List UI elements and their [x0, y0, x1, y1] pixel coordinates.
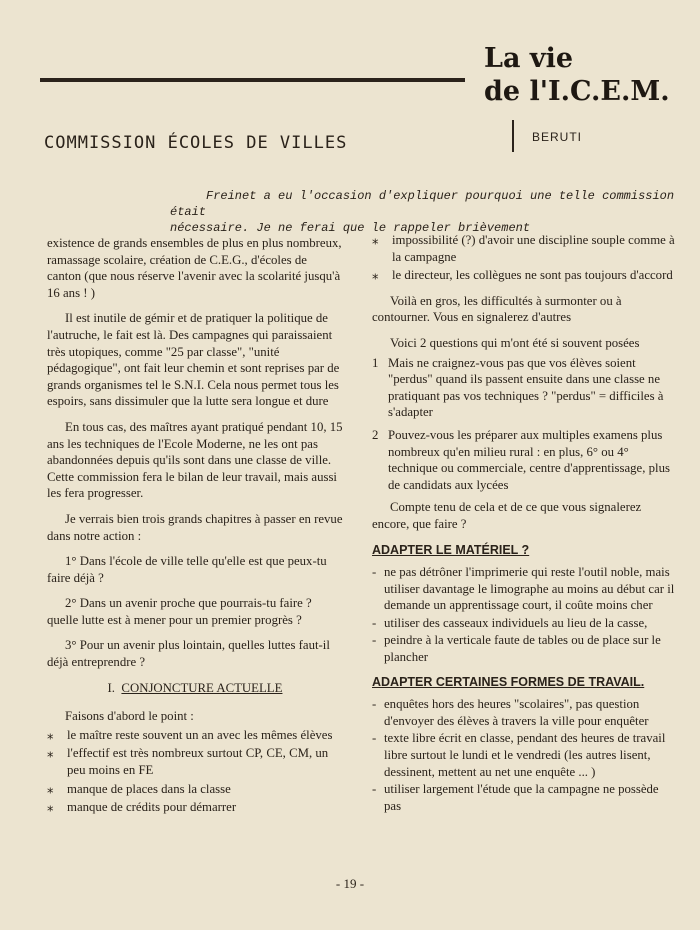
paragraph: Je verrais bien trois grands chapitres à passer en revue dans notre action : — [47, 511, 343, 543]
list-item-text: le directeur, les collègues ne sont pas toujours d'accord — [392, 268, 673, 283]
question-1: 1° Dans l'école de ville telle qu'elle est que peux-tu faire déjà ? — [47, 554, 327, 585]
list-item-text: manque de places dans la classe — [67, 781, 231, 796]
header-rule — [40, 78, 465, 82]
dash-icon: - — [372, 731, 377, 746]
list-item-text: utiliser largement l'étude que la campagne ne possède pas — [384, 782, 659, 813]
dash-icon: - — [372, 697, 377, 712]
asterisk-icon: ⁎ — [47, 781, 54, 796]
section-title-line2: de l'I.C.E.M. — [484, 76, 670, 107]
list-item — [372, 632, 678, 665]
subheading-materiel: ADAPTER LE MATÉRIEL ? — [372, 542, 530, 557]
list-item — [47, 727, 343, 744]
list-item — [372, 267, 678, 284]
list-item — [372, 696, 678, 729]
section-heading-text: CONJONCTURE ACTUELLE — [121, 680, 283, 695]
subheading-travail: ADAPTER CERTAINES FORMES DE TRAVAIL. — [372, 674, 645, 689]
question-text: Pouvez-vous les préparer aux multiples examens plus nombreux qu'en milieu rural : en plus, 6° ou 4° technique ou commerciale, centre d'apprentissage, plus de candidats aux lycées — [388, 427, 670, 492]
asterisk-icon: ⁎ — [47, 746, 54, 761]
intro-line: Freinet a eu l'occasion d'expliquer pourquoi une telle commission était — [170, 189, 675, 219]
asterisk-icon: ⁎ — [372, 233, 379, 247]
left-column — [47, 235, 343, 818]
title-divider — [512, 120, 514, 152]
paragraph: Il est inutile de gémir et de pratiquer la politique de l'autruche, le fait est là. Des campagnes qui paraissaient très utopiques, comme "25 par classe", "unité pédagogique", ont fait leur chemin et sont reprises par de grands organismes tel le S.N.I. Cela nous permet tous les espoirs, sans dissimuler que la lutte sera longue et dure — [47, 311, 340, 409]
question-item — [372, 427, 678, 493]
question-2: 2° Dans un avenir proche que pourrais-tu faire ? quelle lutte est à mener pour un premier progrès ? — [47, 596, 312, 627]
question-3: 3° Pour un avenir plus lointain, quelles luttes faut-il déjà entreprendre ? — [47, 638, 330, 670]
list-item-text: le maître reste souvent un an avec les mêmes élèves — [67, 727, 333, 742]
intro-paragraph — [170, 188, 675, 236]
right-column — [372, 232, 678, 815]
section-heading — [47, 680, 343, 697]
list-item-text: impossibilité (?) d'avoir une discipline souple comme à la campagne — [392, 233, 675, 264]
section-number: I. — [107, 680, 116, 695]
dash-icon: - — [372, 633, 377, 648]
section-title — [484, 42, 674, 108]
paragraph: Voici 2 questions qui m'ont été si souvent posées — [390, 335, 640, 350]
list-item-text: manque de crédits pour démarrer — [67, 800, 237, 815]
question-number: 2 — [372, 427, 379, 442]
list-item-text: utiliser des casseaux individuels au lieu de la casse, — [384, 615, 648, 630]
list-item-text: texte libre écrit en classe, pendant des heures de travail libre surtout le lundi et le vendredi (les autres lisent, dessinent, mettent au net une enquête ... ) — [384, 731, 666, 779]
list-item-text: l'effectif est très nombreux surtout CP, CE, CM, un peu moins en FE — [67, 746, 329, 778]
asterisk-icon: ⁎ — [372, 268, 379, 283]
paragraph: Faisons d'abord le point : — [65, 709, 194, 724]
dash-icon: - — [372, 565, 377, 580]
question-number: 1 — [372, 355, 379, 370]
intro-line: nécessaire. Je ne ferai que le rappeler brièvement — [170, 221, 531, 235]
asterisk-icon: ⁎ — [47, 727, 54, 742]
paragraph: Compte tenu de cela et de ce que vous signalerez encore, que faire ? — [372, 500, 642, 531]
list-item — [47, 745, 343, 778]
list-item — [47, 781, 343, 798]
page-number: - 19 - — [335, 876, 365, 891]
list-item — [47, 799, 343, 816]
list-item — [372, 564, 678, 614]
paragraph: Voilà en gros, les difficultés à surmonter ou à contourner. Vous en signalerez d'autres — [372, 293, 622, 325]
list-item-text: ne pas détrôner l'imprimerie qui reste l'outil noble, mais utiliser davantage le limographe au moins au début car il demande un apprentissage court, il coûte moins cher — [384, 565, 675, 613]
list-item-text: peindre à la verticale faute de tables ou de place sur le plancher — [384, 633, 661, 665]
list-item — [372, 730, 678, 780]
list-item — [372, 232, 678, 265]
paragraph: En tous cas, des maîtres ayant pratiqué pendant 10, 15 ans les techniques de l'Ecole Moderne, ne les ont pas abandonnées depuis qu'ils sont dans une classe de ville. Cette commission fera le bilan de leur travail, mais aussi les fera progresser. — [47, 419, 343, 501]
question-item — [372, 355, 678, 421]
author-name: BERUTI — [532, 130, 583, 144]
list-item-text: enquêtes hors des heures "scolaires", pas question d'envoyer des élèves à travers la ville pour enquêter — [384, 697, 649, 728]
question-text: Mais ne craignez-vous pas que vos élèves soient "perdus" quand ils passent ensuite dans une classe ne pratiquant pas vos techniques ? "perdus" = difficiles à s'adapter — [388, 355, 664, 420]
list-item — [372, 781, 678, 814]
list-item — [372, 615, 678, 632]
paragraph: existence de grands ensembles de plus en plus nombreux, ramassage scolaire, création de C.E.G., d'écoles de canton (que nous réserve l'avenir avec la scolarité jusqu'à 16 ans ! ) — [47, 236, 342, 300]
section-title-line1: La vie — [484, 43, 574, 74]
dash-icon: - — [372, 782, 377, 797]
asterisk-icon: ⁎ — [47, 800, 54, 815]
commission-title: COMMISSION ÉCOLES DE VILLES — [44, 133, 348, 153]
dash-icon: - — [372, 615, 377, 630]
